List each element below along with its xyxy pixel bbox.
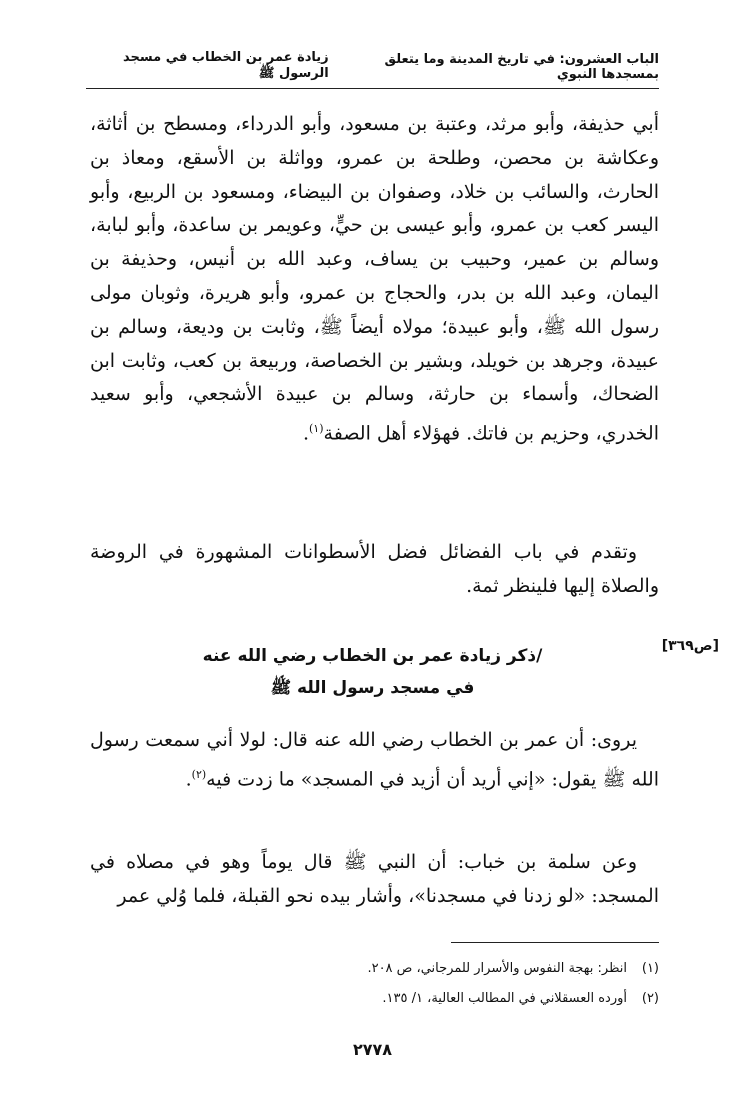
footnote-divider [451, 942, 659, 943]
heading-line-2: في مسجد رسول الله ﷺ [270, 678, 475, 698]
paragraph-1-text: أبي حذيفة، وأبو مرثد، وعتبة بن مسعود، وأبو الدرداء، ومسطح بن أثاثة، وعكاشة بن محصن، وطلحة بن عمرو، وواثلة بن الأسقع، ومعاذ بن الحارث، والسائب بن خلاد، وصفوان بن البيضاء، ومسعود بن الربيع، وأبو اليسر كعب بن عمرو، وأبو عيسى بن حيٍّ، وعويمر بن ساعدة، وأبو لبابة، وسالم بن عمير، وحبيب بن يساف، وعبد الله بن أنيس، وحذيفة بن اليمان، وعبد الله بن بدر، والحجاج بن عمرو، وأبو هريرة، وثوبان مولى رسول الله ﷺ، وأبو عبيدة؛ مولاه أيضاً ﷺ، وثابت بن وديعة، وسالم بن عبيدة، وجرهد بن خويلد، وبشير بن الخصاصة، وربيعة بن كعب، وثابت ابن الضحاك، وأسماء بن حارثة، وسالم بن عبيدة الأشجعي، وأبو سعيد الخدري، وحزيم بن فاتك. فهؤلاء أهل الصفة [90, 113, 659, 445]
header-divider [86, 88, 659, 89]
paragraph-salama-narration: وعن سلمة بن خباب: أن النبي ﷺ قال يوماً وهو في مصلاه في المسجد: «لو زدنا في مسجدنا»، وأشار بيده نحو القبلة، فلما وُلي عمر [90, 851, 659, 907]
page-number: ٢٧٧٨ [352, 1040, 393, 1059]
margin-page-reference: [ص٣٦٩] [661, 638, 719, 654]
footnote-number: (٢) [641, 991, 659, 1006]
header-section-title: زيادة عمر بن الخطاب في مسجد الرسول ﷺ [123, 50, 329, 81]
footnotes [86, 954, 659, 1014]
footnote-ref-2: (٢) [191, 767, 207, 781]
footnote-number: (١) [641, 961, 659, 976]
running-header [86, 52, 659, 82]
paragraph-companions-list [90, 108, 659, 451]
paragraph-umar-narration [90, 724, 659, 797]
footnote-item [86, 984, 659, 1014]
header-chapter-title: الباب العشرون: في تاريخ المدينة وما يتعلق بمسجدها النبوي [384, 52, 659, 82]
footnote-text: انظر: بهجة النفوس والأسرار للمرجاني، ص ٢٠٨. [367, 961, 627, 976]
paragraph-1-end: . [302, 422, 309, 445]
paragraph-3-end: . [185, 768, 192, 791]
footnote-ref-1: (١) [309, 422, 324, 436]
heading-line-1: /ذكر زيادة عمر بن الخطاب رضي الله عنه [202, 646, 543, 666]
section-heading [86, 640, 659, 704]
paragraph-virtues-note: وتقدم في باب الفضائل فضل الأسطوانات المشهورة في الروضة والصلاة إليها فلينظر ثمة. [90, 541, 659, 597]
footnote-text: أورده العسقلاني في المطالب العالية، ١/ ١٣٥. [382, 991, 627, 1006]
footnote-item [86, 954, 659, 984]
paragraph-3-text: يروى: أن عمر بن الخطاب رضي الله عنه قال: لولا أني سمعت رسول الله ﷺ يقول: «إني أريد أن أزيد في المسجد» ما زدت فيه [90, 729, 659, 791]
